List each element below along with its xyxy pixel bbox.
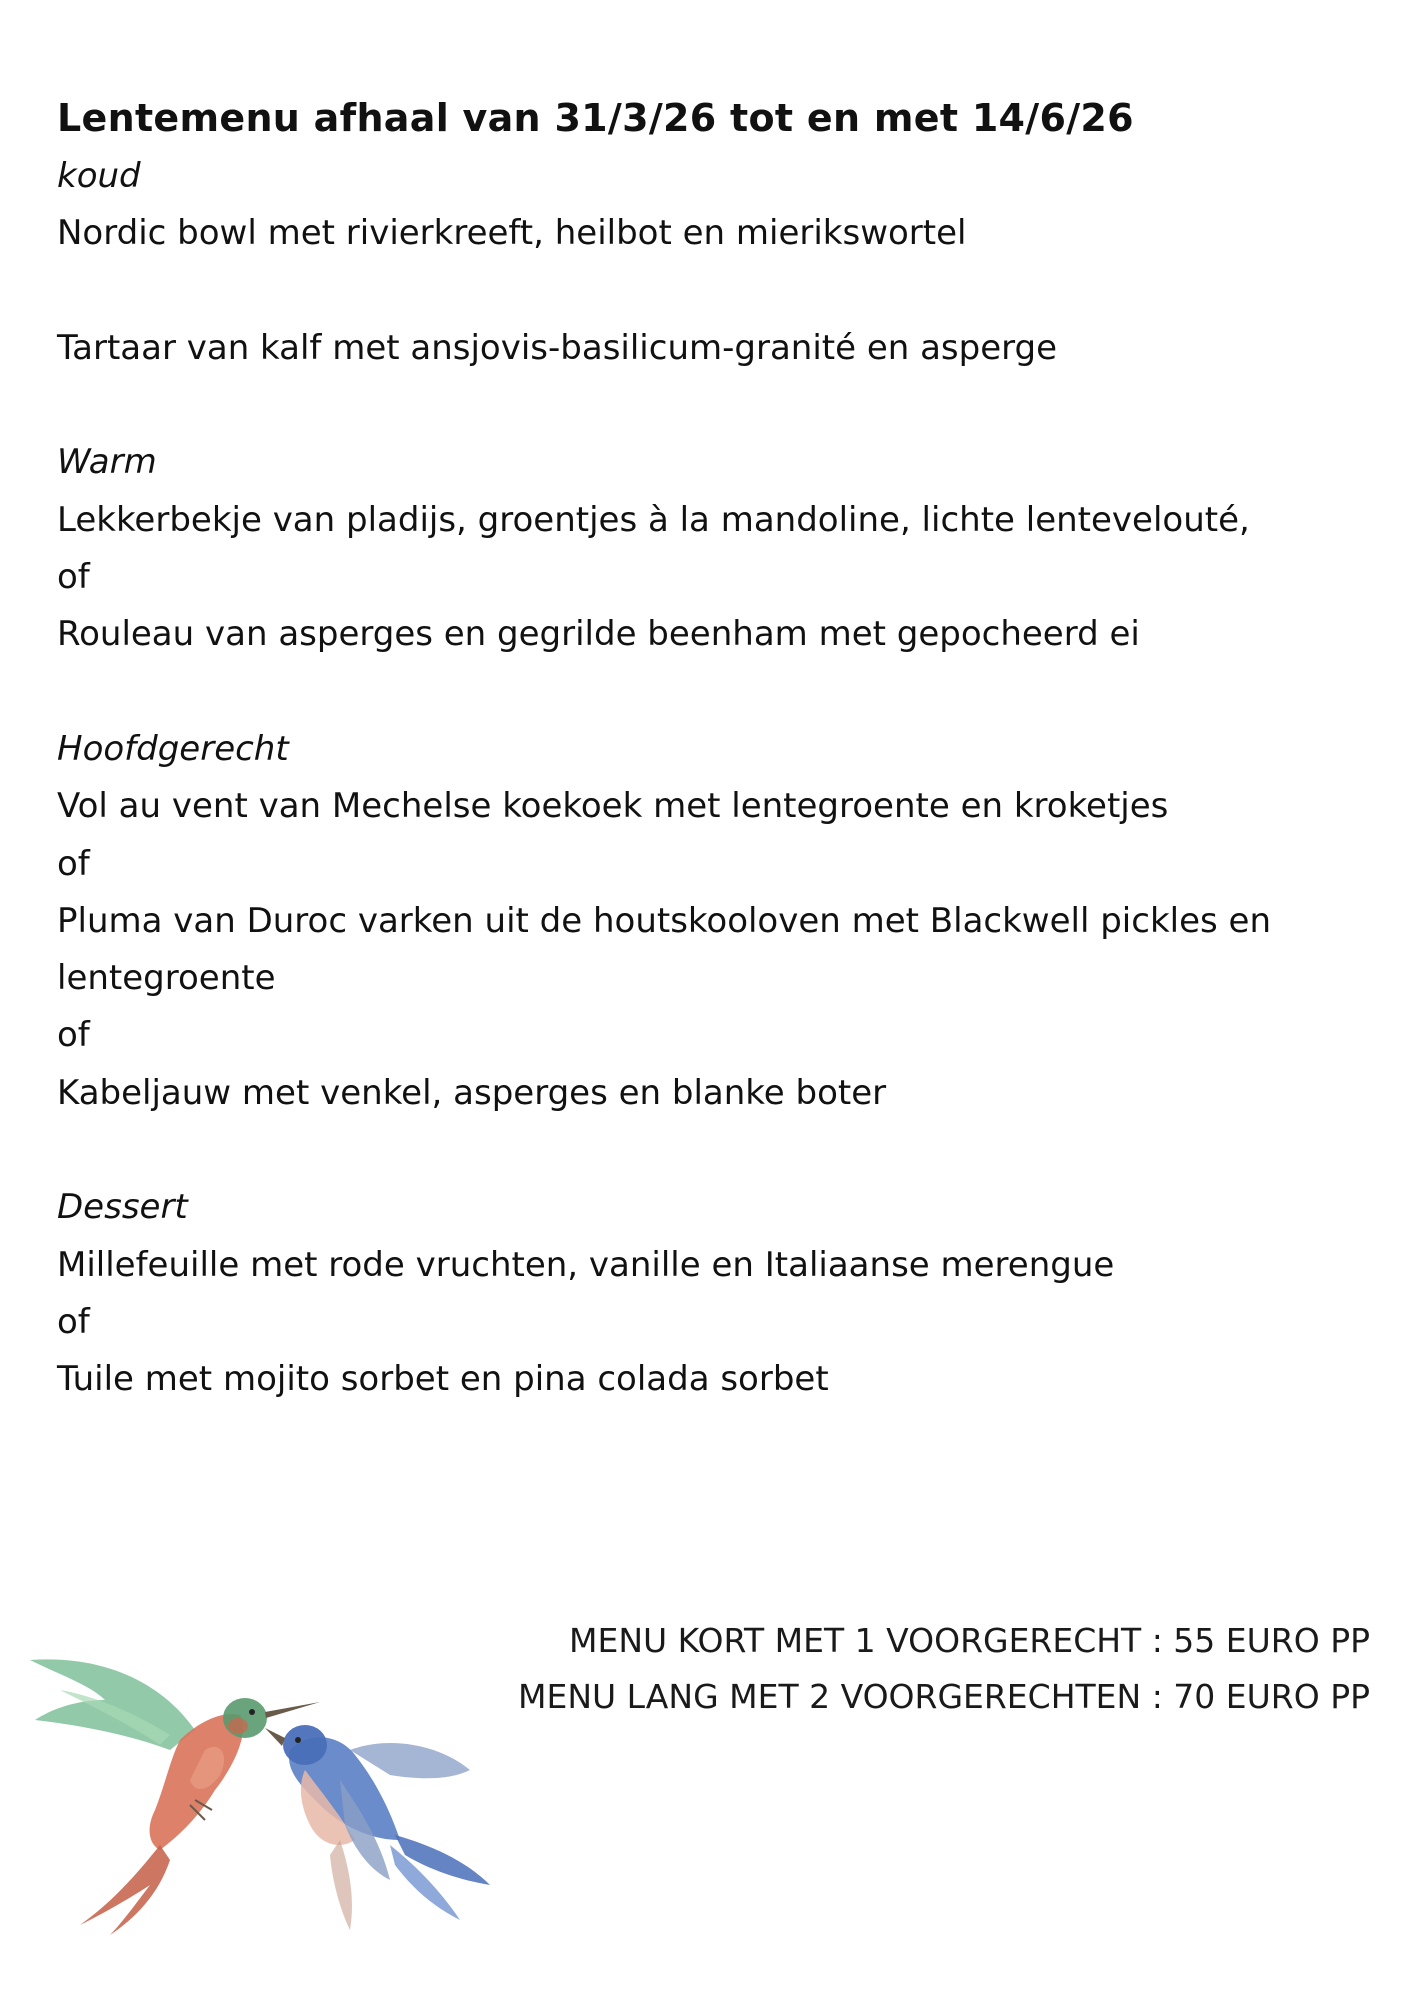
menu-title: Lentemenu afhaal van 31/3/26 tot en met 14/6/26 [57,96,1134,140]
dish-nordic-bowl: Nordic bowl met rivierkreeft, heilbot en mierikswortel [57,213,967,254]
section-heading-hoofdgerecht: Hoofdgerecht [57,728,289,769]
dish-kabeljauw: Kabeljauw met venkel, asperges en blanke boter [57,1072,887,1113]
separator-of: of [57,557,90,598]
price-menu-kort: MENU KORT MET 1 VOORGERECHT : 55 EURO PP [569,1621,1370,1660]
dish-millefeuille: Millefeuille met rode vruchten, vanille en Italiaanse merengue [57,1244,1115,1285]
separator-of: of [57,843,90,884]
spacer [57,1122,1357,1179]
menu-content [57,88,1357,1409]
separator-of: of [57,1015,90,1056]
dish-pluma-duroc-continued: lentegroente [57,958,276,999]
dish-tartaar-kalf: Tartaar van kalf met ansjovis-basilicum-granité en asperge [57,327,1058,368]
section-heading-dessert: Dessert [57,1187,188,1228]
price-menu-lang: MENU LANG MET 2 VOORGERECHTEN : 70 EURO PP [518,1677,1370,1716]
bluebird-icon [265,1725,490,1930]
hummingbird-icon [30,1659,320,1935]
dish-vol-au-vent: Vol au vent van Mechelse koekoek met lentegroente en kroketjes [57,786,1169,827]
spacer [57,263,1357,320]
hummingbird-and-bluebird-illustration [20,1640,540,1940]
dish-pluma-duroc: Pluma van Duroc varken uit de houtskooloven met Blackwell pickles en [57,900,1271,941]
spacer [57,664,1357,721]
dish-lekkerbekje: Lekkerbekje van pladijs, groentjes à la mandoline, lichte lentevelouté, [57,499,1250,540]
price-block [518,1613,1370,1725]
section-heading-warm: Warm [57,442,157,483]
spacer [57,377,1357,434]
section-heading-koud: koud [57,156,141,196]
separator-of: of [57,1301,90,1342]
dish-tuile: Tuile met mojito sorbet en pina colada sorbet [57,1359,829,1400]
dish-rouleau-asperges: Rouleau van asperges en gegrilde beenham met gepocheerd ei [57,614,1140,655]
